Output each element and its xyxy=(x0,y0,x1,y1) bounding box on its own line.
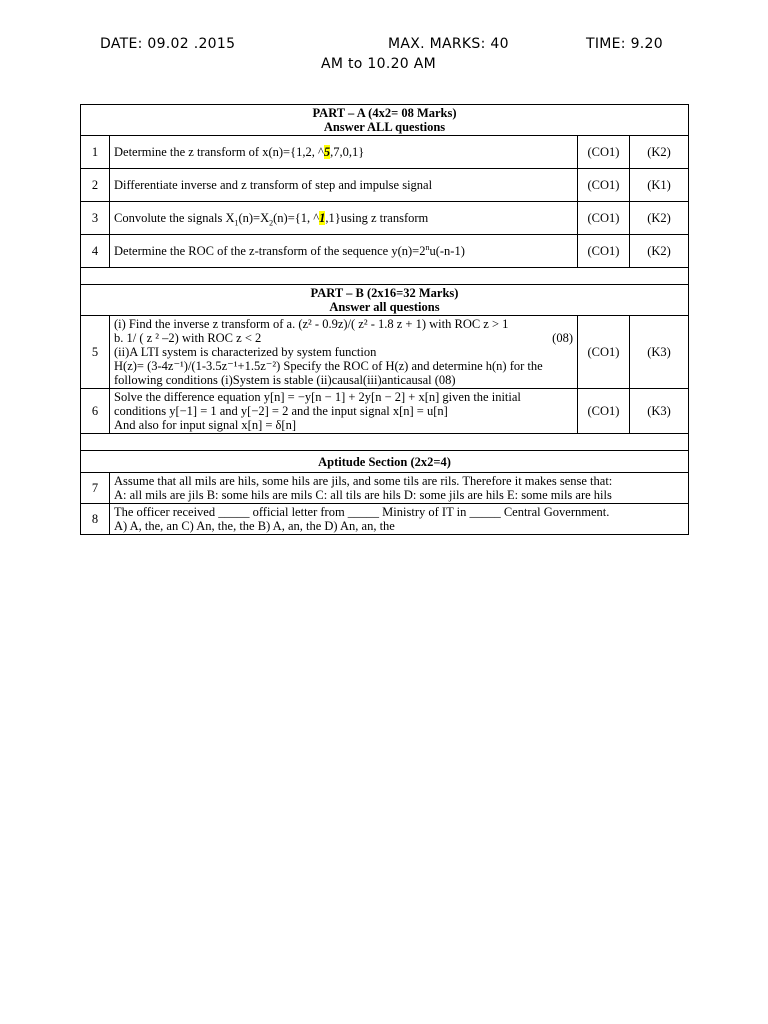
question-line: A) A, the, an C) An, the, the B) A, an, the D) An, an, the xyxy=(114,519,395,533)
question-number: 7 xyxy=(81,473,110,504)
knowledge-level: (K3) xyxy=(630,316,689,389)
question-text: Differentiate inverse and z transform of step and impulse signal xyxy=(110,169,578,202)
question-line: And also for input signal x[n] = δ[n] xyxy=(114,418,297,432)
question-row xyxy=(81,169,689,202)
knowledge-level: (K2) xyxy=(630,136,689,169)
question-paper-table xyxy=(80,104,689,535)
part-a-title: PART – A (4x2= 08 Marks) xyxy=(312,106,457,120)
knowledge-level: (K3) xyxy=(630,389,689,434)
question-row xyxy=(81,235,689,268)
exam-time: TIME: 9.20 xyxy=(586,36,663,52)
part-a-subtitle: Answer ALL questions xyxy=(323,120,446,134)
course-outcome: (CO1) xyxy=(578,136,630,169)
spacer-cell xyxy=(81,434,689,451)
question-number: 6 xyxy=(81,389,110,434)
question-line: Assume that all mils are hils, some hils are jils, and some tils are rils. Therefore it makes sense that: xyxy=(114,474,613,488)
question-line: (ii)A LTI system is characterized by system function xyxy=(114,345,377,359)
question-line: A: all mils are jils B: some hils are mils C: all tils are hils D: some jils are hils E: some mils are hils xyxy=(114,488,612,502)
part-b-title: PART – B (2x16=32 Marks) xyxy=(310,286,459,300)
question-text xyxy=(110,202,578,235)
question-line: H(z)= (3-4z⁻¹)/(1-3.5z⁻¹+1.5z⁻²) Specify the ROC of H(z) and determine h(n) for the following conditions (i)System is stable (ii)causal(iii)anticausal (08) xyxy=(114,359,543,387)
part-b-subtitle: Answer all questions xyxy=(329,300,440,314)
question-row xyxy=(81,504,689,535)
highlighted-value: 5 xyxy=(323,145,331,159)
part-a-header xyxy=(81,105,689,136)
course-outcome: (CO1) xyxy=(578,202,630,235)
question-text-part: Determine the z transform of x(n)={1,2, ^ xyxy=(114,145,324,159)
question-text xyxy=(110,235,578,268)
question-text-part: ,1}using z transform xyxy=(325,211,429,225)
question-text-part: b. 1/ ( z ² –2) with ROC z < 2 xyxy=(114,331,262,345)
question-text-part: (n)=X xyxy=(238,211,270,225)
question-text-part: Determine the ROC of the z-transform of the sequence y(n)=2 xyxy=(114,244,426,258)
question-number: 4 xyxy=(81,235,110,268)
question-number: 8 xyxy=(81,504,110,535)
knowledge-level: (K2) xyxy=(630,202,689,235)
course-outcome: (CO1) xyxy=(578,235,630,268)
question-row xyxy=(81,389,689,434)
question-text xyxy=(110,473,689,504)
part-b-header xyxy=(81,285,689,316)
question-line: Solve the difference equation y[n] = −y[n − 1] + 2y[n − 2] + x[n] given the initial conditions y[−1] = 1 and y[−2] = 2 and the input signal x[n] = u[n] xyxy=(114,390,521,418)
question-text-part: u(-n-1) xyxy=(429,244,465,258)
course-outcome: (CO1) xyxy=(578,169,630,202)
question-text xyxy=(110,389,578,434)
question-text-part: Convolute the signals X xyxy=(114,211,235,225)
knowledge-level: (K1) xyxy=(630,169,689,202)
spacer-cell xyxy=(81,268,689,285)
exam-date: DATE: 09.02 .2015 xyxy=(100,36,236,52)
question-row xyxy=(81,316,689,389)
question-number: 2 xyxy=(81,169,110,202)
question-number: 3 xyxy=(81,202,110,235)
question-text-part: (n)={1, ^ xyxy=(273,211,320,225)
question-row xyxy=(81,473,689,504)
subscript: 1 xyxy=(234,218,239,228)
question-row xyxy=(81,202,689,235)
part-b-header-row xyxy=(81,285,689,316)
subscript: 2 xyxy=(269,218,274,228)
question-number: 5 xyxy=(81,316,110,389)
max-marks: MAX. MARKS: 40 xyxy=(388,36,509,52)
spacer-row xyxy=(81,434,689,451)
question-text xyxy=(110,504,689,535)
question-text xyxy=(110,316,578,389)
highlighted-value: 1 xyxy=(319,211,326,225)
course-outcome: (CO1) xyxy=(578,316,630,389)
question-line: The officer received _____ official letter from _____ Ministry of IT in _____ Central Government. xyxy=(114,505,610,519)
superscript: n xyxy=(425,242,430,252)
spacer-row xyxy=(81,268,689,285)
course-outcome: (CO1) xyxy=(578,389,630,434)
question-line xyxy=(114,331,573,345)
knowledge-level: (K2) xyxy=(630,235,689,268)
aptitude-title: Aptitude Section (2x2=4) xyxy=(81,451,689,473)
question-number: 1 xyxy=(81,136,110,169)
aptitude-header-row xyxy=(81,451,689,473)
question-line: (i) Find the inverse z transform of a. (z² - 0.9z)/( z² - 1.8 z + 1) with ROC z > 1 xyxy=(114,317,509,331)
marks-label: (08) xyxy=(552,331,573,345)
exam-time-continued: AM to 10.20 AM xyxy=(321,56,436,72)
question-text-part: ,7,0,1} xyxy=(330,145,365,159)
part-a-header-row xyxy=(81,105,689,136)
question-text xyxy=(110,136,578,169)
question-row xyxy=(81,136,689,169)
